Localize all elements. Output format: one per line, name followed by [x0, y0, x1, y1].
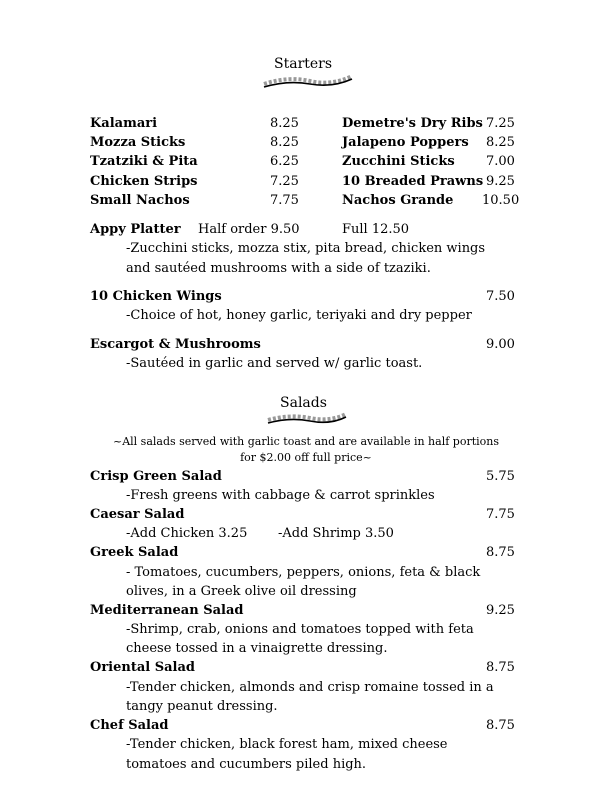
chef-salad-price: 8.75	[486, 718, 515, 733]
appy-platter-description-line1: -Zucchini sticks, mozza stix, pita bread, chicken wings	[126, 241, 486, 256]
appy-platter-full-price: Full 12.50	[342, 222, 410, 237]
oriental-salad-description-line2: tangy peanut dressing.	[126, 699, 278, 714]
menu-item-price: 7.25	[270, 174, 299, 189]
greek-salad-description-line1: - Tomatoes, cucumbers, peppers, onions, feta & black	[126, 565, 481, 580]
crisp-green-salad-name: Crisp Green Salad	[90, 469, 222, 484]
menu-item-name: Zucchini Sticks	[342, 154, 455, 169]
menu-item-name: Nachos Grande	[342, 193, 454, 208]
menu-item-name: Tzatziki & Pita	[90, 154, 198, 169]
greek-salad-price: 8.75	[486, 545, 515, 560]
menu-item-price: 10.50	[482, 193, 520, 208]
salads-note-line1: ~All salads served with garlic toast and are available in half portions	[112, 435, 499, 448]
menu-item-price: 8.25	[270, 116, 299, 131]
greek-salad-name: Greek Salad	[90, 545, 179, 560]
crisp-green-salad-price: 5.75	[486, 469, 515, 484]
menu-item-name: Demetre's Dry Ribs	[342, 116, 483, 131]
menu-item-name: Kalamari	[90, 116, 158, 131]
menu-item-name: Mozza Sticks	[90, 135, 186, 150]
appy-platter-description-line2: and sautéed mushrooms with a side of tzaziki.	[126, 261, 431, 276]
chef-salad-name: Chef Salad	[90, 718, 169, 733]
mediterranean-salad-name: Mediterranean Salad	[90, 603, 244, 618]
chicken-wings-description: -Choice of hot, honey garlic, teriyaki and dry pepper	[126, 308, 472, 323]
appy-platter-half-price: Half order 9.50	[198, 222, 300, 237]
menu-item-name: Small Nachos	[90, 193, 190, 208]
escargot-price: 9.00	[486, 337, 515, 352]
chef-salad-description-line1: -Tender chicken, black forest ham, mixed cheese	[126, 737, 448, 752]
menu-item-name: Chicken Strips	[90, 174, 198, 189]
mediterranean-salad-price: 9.25	[486, 603, 515, 618]
menu-item-price: 6.25	[270, 154, 299, 169]
menu-item-price: 7.25	[486, 116, 515, 131]
caesar-add-chicken: -Add Chicken 3.25	[126, 526, 248, 541]
menu-item-price: 8.25	[270, 135, 299, 150]
salads-note-line2: for $2.00 off full price~	[240, 451, 372, 464]
salads-wave-decoration	[262, 410, 352, 430]
mediterranean-salad-description-line2: cheese tossed in a vinaigrette dressing.	[126, 641, 388, 656]
mediterranean-salad-description-line1: -Shrimp, crab, onions and tomatoes topped with feta	[126, 622, 474, 637]
menu-item-price: 8.25	[486, 135, 515, 150]
crisp-green-salad-description: -Fresh greens with cabbage & carrot sprinkles	[126, 488, 435, 503]
chicken-wings-name: 10 Chicken Wings	[90, 289, 222, 304]
chicken-wings-price: 7.50	[486, 289, 515, 304]
menu-item-price: 9.25	[486, 174, 515, 189]
menu-item-price: 7.00	[486, 154, 515, 169]
chef-salad-description-line2: tomatoes and cucumbers piled high.	[126, 757, 367, 772]
escargot-description: -Sautéed in garlic and served w/ garlic toast.	[126, 356, 423, 371]
oriental-salad-name: Oriental Salad	[90, 660, 195, 675]
caesar-salad-price: 7.75	[486, 507, 515, 522]
caesar-add-shrimp: -Add Shrimp 3.50	[278, 526, 394, 541]
starters-heading: Starters	[274, 56, 333, 72]
menu-item-name: 10 Breaded Prawns	[342, 174, 484, 189]
escargot-name: Escargot & Mushrooms	[90, 337, 261, 352]
oriental-salad-description-line1: -Tender chicken, almonds and crisp romaine tossed in a	[126, 680, 494, 695]
caesar-salad-name: Caesar Salad	[90, 507, 185, 522]
appy-platter-name: Appy Platter	[90, 222, 181, 237]
starters-wave-decoration	[258, 72, 358, 92]
menu-item-price: 7.75	[270, 193, 299, 208]
oriental-salad-price: 8.75	[486, 660, 515, 675]
greek-salad-description-line2: olives, in a Greek olive oil dressing	[126, 584, 357, 599]
salads-heading: Salads	[280, 395, 327, 411]
menu-item-name: Jalapeno Poppers	[342, 135, 469, 150]
